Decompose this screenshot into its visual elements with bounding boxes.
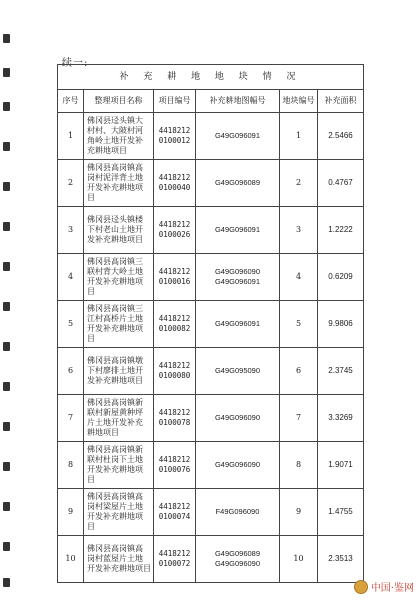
row-area: 0.6209 [318, 254, 364, 301]
row-serial: 3 [58, 207, 84, 254]
row-area: 1.4755 [318, 489, 364, 536]
row-map-sheet [196, 536, 280, 583]
row-project-code-line: 4418212 [158, 502, 191, 511]
emblem-icon [354, 580, 368, 594]
row-area: 2.3513 [318, 536, 364, 583]
row-plot-no: 8 [280, 442, 318, 489]
binding-mark [3, 578, 10, 587]
row-project-code-line: 0100082 [158, 324, 191, 333]
row-project-name-line: 佛冈县高岗镇高 [87, 163, 143, 172]
row-project-name-line: 下村廖排土地开 [87, 366, 143, 375]
row-area: 2.3745 [318, 348, 364, 395]
row-project-name-line: 佛冈县高岗镇新 [87, 445, 143, 454]
row-serial: 10 [58, 536, 84, 583]
row-project-code [154, 489, 196, 536]
row-plot-no: 4 [280, 254, 318, 301]
header-map-sheet: 补充耕地图幅号 [196, 90, 280, 113]
row-project-name [84, 489, 154, 536]
row-serial: 8 [58, 442, 84, 489]
row-map-sheet-line: G49G096091 [214, 131, 261, 140]
row-area: 0.4767 [318, 160, 364, 207]
table-row [58, 442, 364, 489]
row-plot-no: 6 [280, 348, 318, 395]
row-project-name-line: 开发补充耕地项 [87, 183, 143, 192]
row-serial: 7 [58, 395, 84, 442]
row-project-name-line: 发补充耕地项目 [87, 376, 143, 385]
row-project-name-line: 联村杜岗下土地 [87, 455, 143, 464]
row-project-name [84, 301, 154, 348]
row-map-sheet [196, 348, 280, 395]
table-row [58, 207, 364, 254]
row-project-code-line: 0100078 [158, 418, 191, 427]
row-project-name [84, 536, 154, 583]
row-project-code-line: 0100076 [158, 465, 191, 474]
table-row [58, 536, 364, 583]
binding-mark [3, 502, 10, 511]
row-project-name-line: 岗村梁屋片土地 [87, 502, 143, 511]
row-project-code [154, 536, 196, 583]
row-project-name-line: 佛冈县高岗镇高 [87, 492, 143, 501]
row-project-code [154, 160, 196, 207]
row-project-code [154, 207, 196, 254]
row-project-name-line: 片土地开发补充 [87, 418, 143, 427]
binding-mark [3, 422, 10, 431]
row-serial: 9 [58, 489, 84, 536]
row-map-sheet [196, 395, 280, 442]
binding-mark [3, 342, 10, 351]
table-row [58, 348, 364, 395]
continued-label: 续一: [62, 58, 89, 69]
watermark [354, 579, 414, 594]
binding-mark [3, 102, 10, 111]
table-row [58, 395, 364, 442]
row-plot-no: 7 [280, 395, 318, 442]
row-plot-no: 3 [280, 207, 318, 254]
row-map-sheet-line: G49G096090 [214, 413, 261, 422]
row-project-code-line: 4418212 [158, 361, 191, 370]
row-map-sheet-line: F49G096090 [215, 507, 260, 516]
row-map-sheet-line: G49G096090 [214, 559, 261, 568]
row-project-name-line: 佛冈县高岗镇高 [87, 544, 143, 553]
header-area: 补充面积 [318, 90, 364, 113]
binding-mark [3, 142, 10, 151]
row-map-sheet [196, 160, 280, 207]
row-project-name-line: 联村新屋黄种坪 [87, 408, 143, 417]
row-project-name-line: 佛冈县高岗镇三 [87, 304, 143, 313]
row-project-code [154, 301, 196, 348]
table-title: 补 充 耕 地 地 块 情 况 [58, 65, 364, 90]
row-project-name-line: 开发补充耕地项 [87, 277, 143, 286]
row-project-code-line: 4418212 [158, 126, 191, 135]
binding-marks [3, 0, 13, 600]
row-plot-no: 2 [280, 160, 318, 207]
row-project-code-line: 0100016 [158, 277, 191, 286]
row-project-code-line: 4418212 [158, 220, 191, 229]
row-project-code [154, 348, 196, 395]
row-project-code-line: 4418212 [158, 455, 191, 464]
row-project-name [84, 254, 154, 301]
row-project-name-line: 佛冈县高岗镇墩 [87, 356, 143, 365]
row-plot-no: 5 [280, 301, 318, 348]
header-project-name: 整理项目名称 [84, 90, 154, 113]
row-project-code-line: 0100080 [158, 371, 191, 380]
row-project-name-line: 村村、大陂村河 [87, 126, 143, 135]
row-map-sheet [196, 113, 280, 160]
row-project-name [84, 442, 154, 489]
binding-mark [3, 302, 10, 311]
row-project-name [84, 207, 154, 254]
binding-mark [3, 222, 10, 231]
row-project-name-line: 岗村泥洋背土地 [87, 173, 143, 182]
row-map-sheet [196, 489, 280, 536]
row-project-name-line: 佛冈县迳头镇楼 [87, 215, 143, 224]
row-project-name [84, 113, 154, 160]
header-serial: 序号 [58, 90, 84, 113]
row-project-name-line: 目 [87, 522, 95, 531]
row-map-sheet-line: G49G096091 [214, 225, 261, 234]
row-project-code [154, 254, 196, 301]
binding-mark [3, 34, 10, 43]
row-project-name-line: 下村老山土地开 [87, 225, 143, 234]
row-project-name-line: 岗村蓝屋片土地 [87, 554, 143, 563]
row-project-name-line: 角岭土地开发补 [87, 136, 143, 145]
row-project-code [154, 113, 196, 160]
row-project-code-line: 4418212 [158, 549, 191, 558]
row-project-name-line: 开发补充耕地项 [87, 324, 143, 333]
row-serial: 2 [58, 160, 84, 207]
binding-mark [3, 182, 10, 191]
row-map-sheet-line: G49G096090 [214, 267, 261, 276]
binding-mark [3, 262, 10, 271]
row-project-code [154, 395, 196, 442]
row-project-code-line: 4418212 [158, 314, 191, 323]
row-project-name-line: 开发补充耕地项目 [87, 564, 151, 573]
row-area: 1.9071 [318, 442, 364, 489]
row-project-name-line: 佛冈县高岗镇新 [87, 398, 143, 407]
row-project-code-line: 0100072 [158, 559, 191, 568]
row-plot-no: 1 [280, 113, 318, 160]
header-plot-no: 地块编号 [280, 90, 318, 113]
row-project-name [84, 395, 154, 442]
row-serial: 6 [58, 348, 84, 395]
row-project-name-line: 江村高桥片土地 [87, 314, 143, 323]
row-project-name-line: 开发补充耕地项 [87, 465, 143, 474]
row-project-code-line: 4418212 [158, 173, 191, 182]
row-project-code-line: 0100040 [158, 183, 191, 192]
row-project-name-line: 佛冈县高岗镇三 [87, 257, 143, 266]
row-project-name-line: 目 [87, 475, 95, 484]
row-project-code-line: 4418212 [158, 267, 191, 276]
row-map-sheet [196, 442, 280, 489]
row-map-sheet-line: G49G096089 [214, 178, 261, 187]
row-serial: 4 [58, 254, 84, 301]
row-map-sheet-line: G49G095090 [214, 366, 261, 375]
row-map-sheet [196, 254, 280, 301]
header-project-code: 项目编号 [154, 90, 196, 113]
row-project-name [84, 348, 154, 395]
row-project-name-line: 发补充耕地项目 [87, 235, 143, 244]
row-area: 2.5466 [318, 113, 364, 160]
row-project-name [84, 160, 154, 207]
row-area: 3.3269 [318, 395, 364, 442]
row-map-sheet-line: G49G096091 [214, 319, 261, 328]
row-project-code-line: 0100074 [158, 512, 191, 521]
row-plot-no: 9 [280, 489, 318, 536]
row-area: 9.9806 [318, 301, 364, 348]
row-project-name-line: 佛冈县迳头镇大 [87, 116, 143, 125]
row-project-name-line: 开发补充耕地项 [87, 512, 143, 521]
row-project-code-line: 4418212 [158, 408, 191, 417]
table-row [58, 489, 364, 536]
row-project-name-line: 目 [87, 193, 95, 202]
table-row [58, 301, 364, 348]
row-map-sheet [196, 301, 280, 348]
row-map-sheet-line: G49G096089 [214, 549, 261, 558]
row-project-name-line: 目 [87, 287, 95, 296]
table-row [58, 160, 364, 207]
row-project-name-line: 耕地项目 [87, 428, 119, 437]
row-map-sheet-line: G49G096090 [214, 460, 261, 469]
row-map-sheet [196, 207, 280, 254]
row-plot-no: 10 [280, 536, 318, 583]
header-row [58, 90, 364, 113]
supplementary-farmland-table [57, 64, 364, 583]
table-row [58, 254, 364, 301]
binding-mark [3, 542, 10, 551]
row-serial: 1 [58, 113, 84, 160]
row-project-code [154, 442, 196, 489]
row-project-code-line: 0100012 [158, 136, 191, 145]
row-project-name-line: 充耕地项目 [87, 146, 127, 155]
binding-mark [3, 68, 10, 77]
row-project-name-line: 目 [87, 334, 95, 343]
row-serial: 5 [58, 301, 84, 348]
row-area: 1.2222 [318, 207, 364, 254]
row-project-code-line: 0100026 [158, 230, 191, 239]
row-project-name-line: 联村背大岭土地 [87, 267, 143, 276]
binding-mark [3, 462, 10, 471]
binding-mark [3, 382, 10, 391]
watermark-text: 中国·鉴网 [370, 583, 414, 594]
table-row [58, 113, 364, 160]
row-map-sheet-line: G49G096091 [214, 277, 261, 286]
